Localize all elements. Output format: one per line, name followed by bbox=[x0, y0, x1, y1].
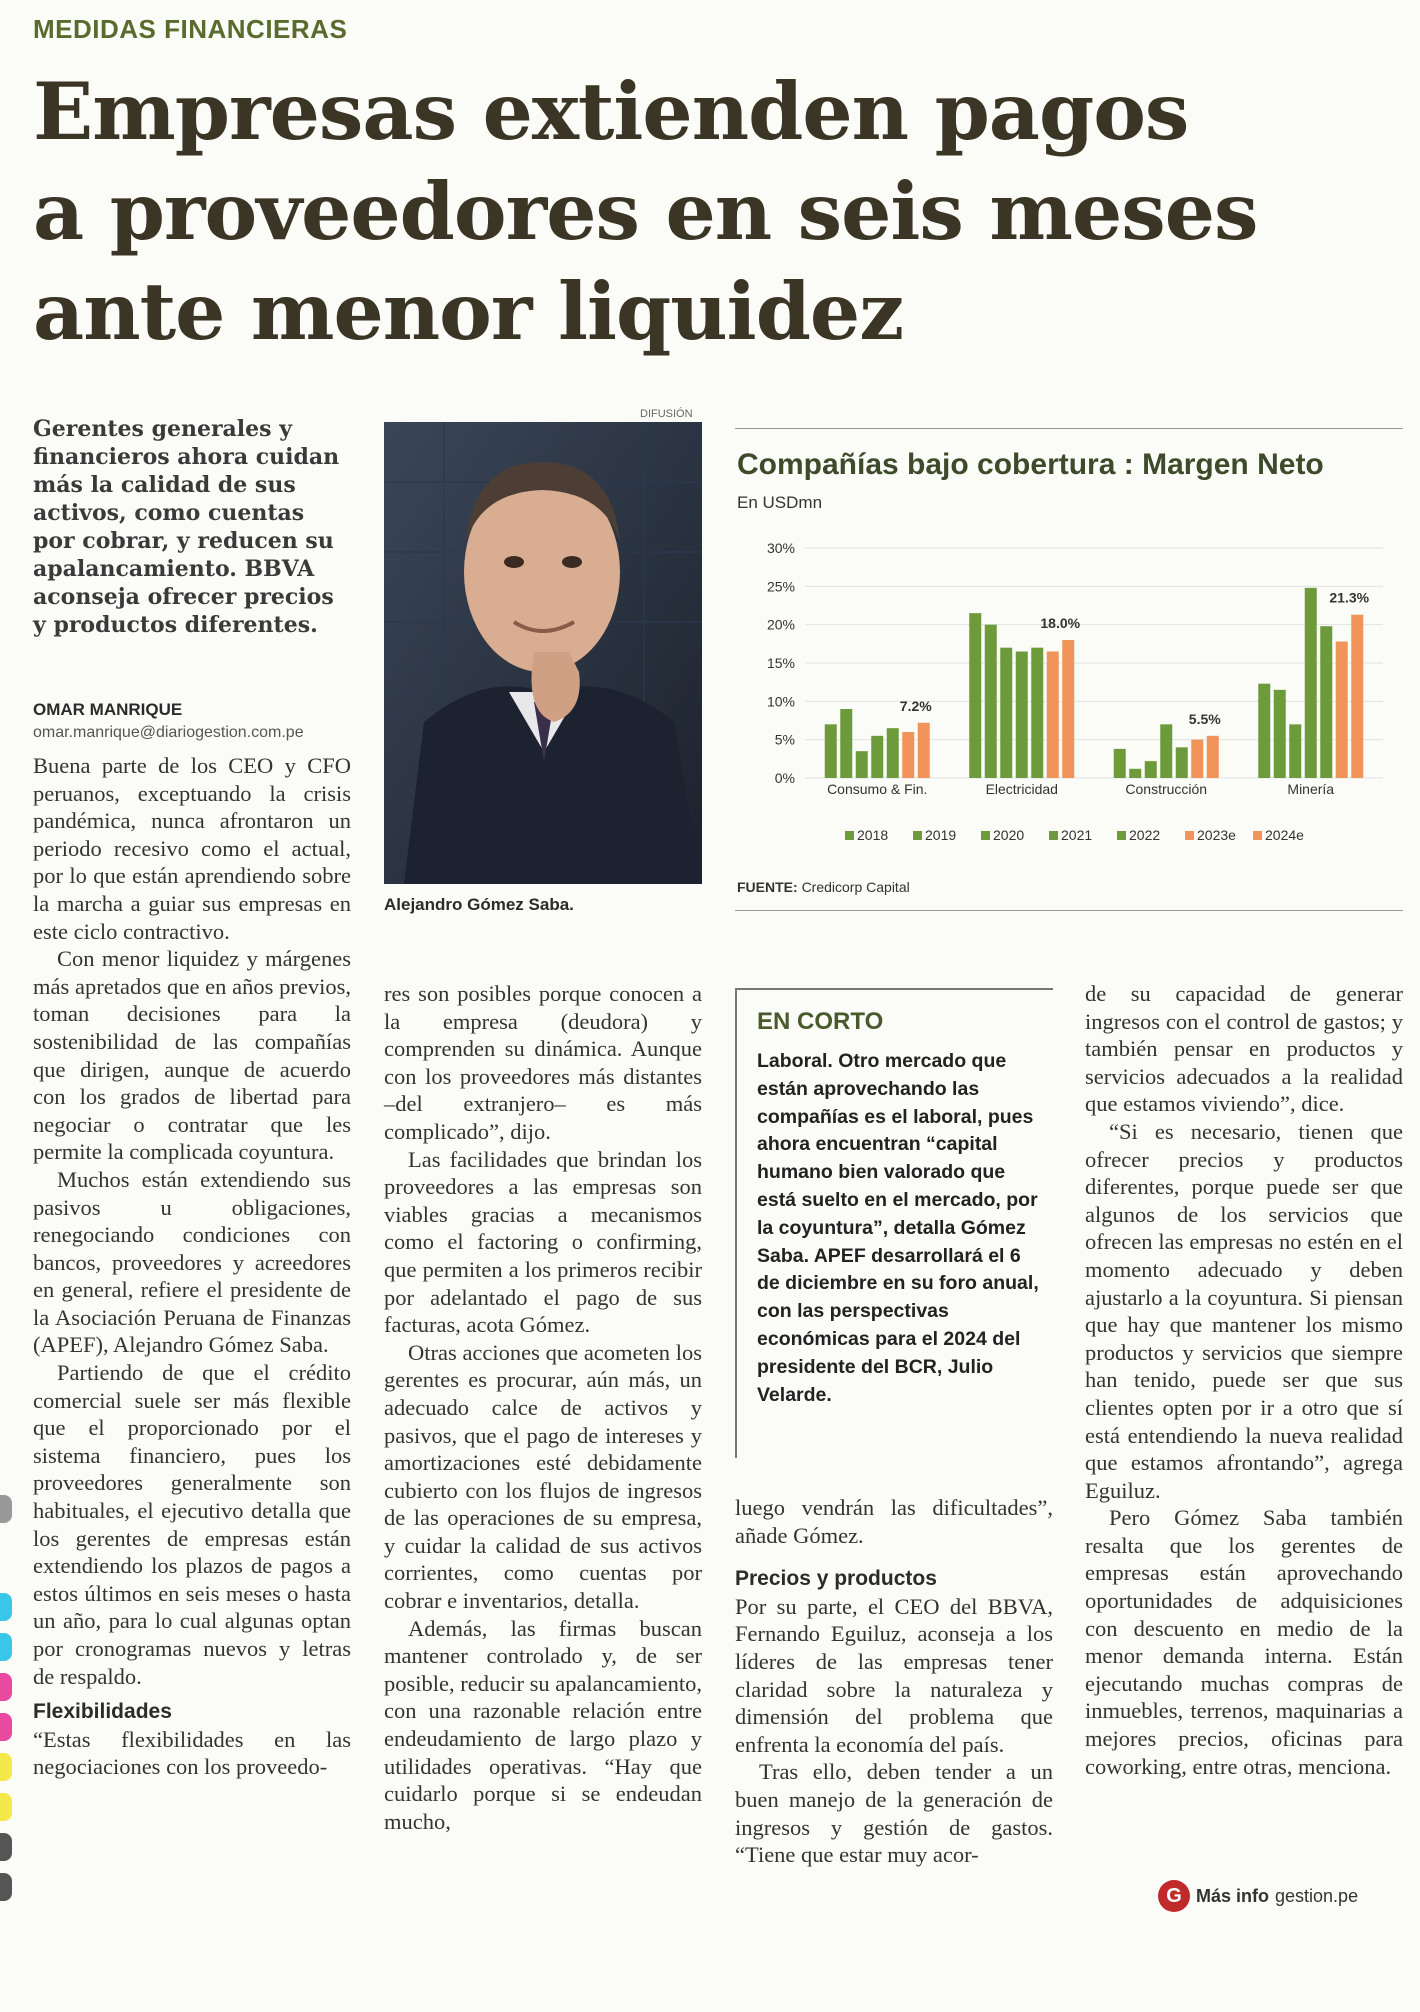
tab-marker bbox=[0, 1673, 12, 1701]
section-tag: MEDIDAS FINANCIERAS bbox=[33, 14, 348, 44]
bar-2018 bbox=[969, 613, 981, 778]
chart-subtitle: En USDmn bbox=[737, 493, 823, 512]
author-email[interactable]: omar.manrique@diariogestion.com.pe bbox=[33, 724, 304, 741]
bar-2022 bbox=[887, 728, 899, 778]
bar-2019 bbox=[840, 709, 852, 778]
color-tabs bbox=[0, 0, 14, 2012]
y-tick-label: 10% bbox=[766, 693, 795, 710]
column-1 bbox=[33, 752, 351, 1781]
more-info-label: Más info bbox=[1196, 1885, 1270, 1906]
more-info-link[interactable] bbox=[1158, 1880, 1358, 1912]
legend-swatch bbox=[1117, 831, 1126, 840]
lead-paragraph: Gerentes generales y financieros ahora cuidan más la calidad de sus activos, como cuentas por cobrar, y reducen su apalancamiento. BBVA aconseja ofrecer precios y productos diferentes. bbox=[33, 416, 340, 638]
tab-marker bbox=[0, 1753, 12, 1781]
bar-2023e bbox=[1191, 740, 1203, 778]
bar-2023e bbox=[1047, 652, 1059, 779]
bar-chart bbox=[735, 520, 1403, 860]
headline bbox=[33, 62, 1393, 362]
legend-swatch bbox=[981, 831, 990, 840]
tab-marker bbox=[0, 1833, 12, 1861]
paragraph: “Estas flexibilidades en las negociaciones con los proveedo- bbox=[33, 1726, 351, 1780]
column-4 bbox=[1085, 980, 1403, 1780]
photo-caption: Alejandro Gómez Saba. bbox=[384, 895, 574, 914]
paragraph: Otras acciones que acometen los gerentes es procurar, aún más, un adecuado calce de activos y pasivos, que el pago de intereses y amortizaciones esté debidamente cubierto con los flujos de ingresos de las operaciones de su empresa, y cuidar la calidad de sus activos corrientes, como cuentas por cobrar e inventarios, detalla. bbox=[384, 1339, 702, 1614]
paragraph: Buena parte de los CEO y CFO peruanos, exceptuando la crisis pandémica, nunca afrontaron un periodo recesivo como el actual, por lo que están aprendiendo sobre la marcha a guiar sus empresas en este ciclo contractivo. bbox=[33, 753, 351, 944]
paragraph: Tras ello, deben tender a un buen manejo de la generación de ingresos y gestión de gastos. “Tiene que estar muy acor- bbox=[735, 1759, 1053, 1868]
headline-line: a proveedores en seis meses bbox=[33, 165, 1258, 258]
legend-label: 2021 bbox=[1061, 827, 1093, 843]
en-corto-title: EN CORTO bbox=[757, 1008, 884, 1035]
bar-2022 bbox=[1031, 648, 1043, 778]
en-corto-box bbox=[735, 988, 1053, 1458]
chart-source bbox=[737, 879, 910, 895]
chart-title: Compañías bajo cobertura : Margen Neto bbox=[737, 448, 1324, 481]
bar-2024e bbox=[1207, 736, 1219, 778]
x-tick-label: Construcción bbox=[1125, 781, 1208, 797]
legend-swatch bbox=[1049, 831, 1058, 840]
tab-marker bbox=[0, 1793, 12, 1821]
data-label: 5.5% bbox=[1188, 710, 1221, 727]
headline-line: ante menor liquidez bbox=[33, 265, 904, 358]
more-info-site: gestion.pe bbox=[1275, 1885, 1359, 1906]
author-name: OMAR MANRIQUE bbox=[33, 700, 183, 719]
headline-line: Empresas extienden pagos bbox=[33, 65, 1189, 158]
source-name: Credicorp Capital bbox=[801, 879, 910, 895]
bar-2020 bbox=[856, 751, 868, 778]
chart-top-rule bbox=[735, 428, 1403, 429]
en-corto-text: Laboral. Otro mercado que están aprovechando las compañías es el laboral, pues ahora encuentran “capital humano bien valorado que está suelto en el mercado, por la coyuntura”, detalla Gómez Saba. APEF desarrollará el 6 de diciembre en su foro anual, con las perspectivas económicas para el 2024 del presidente del BCR, Julio Velarde. bbox=[757, 1050, 1039, 1406]
column-3 bbox=[735, 1494, 1053, 1869]
legend-swatch bbox=[1253, 831, 1262, 840]
bar-2023e bbox=[902, 732, 914, 778]
bar-2024e bbox=[918, 723, 930, 778]
photo-credit: DIFUSIÓN bbox=[640, 408, 693, 420]
portrait-illustration bbox=[384, 422, 702, 884]
data-label: 21.3% bbox=[1329, 589, 1370, 606]
portrait-photo bbox=[384, 422, 702, 884]
bar-2022 bbox=[1320, 626, 1332, 778]
y-tick-label: 20% bbox=[766, 616, 795, 633]
paragraph: “Si es necesario, tienen que ofrecer precios y productos diferentes, porque puede ser que algunos de los servicios que ofrecen las empresas no estén en el momento adecuado y deben ajustarlo a la coyuntura. Si piensan que hay que mantener los mismo productos y servicios que siempre han tenido, puede ser que sus clientes opten por ir a otro que sí está entendiendo la nueva realidad que estamos afrontando”, agrega Eguiluz. bbox=[1085, 1118, 1403, 1503]
bar-2022 bbox=[1176, 747, 1188, 778]
bar-2019 bbox=[1274, 690, 1286, 778]
chart-bottom-rule bbox=[735, 910, 1403, 911]
tab-marker bbox=[0, 1713, 12, 1741]
y-tick-label: 15% bbox=[766, 655, 795, 671]
data-label: 18.0% bbox=[1040, 615, 1081, 631]
paragraph: Partiendo de que el crédito comercial suele ser más flexible que el proporcionado por el sistema financiero, pues los proveedores generalmente son habituales, el ejecutivo detalla que los gerentes de empresas están extendiendo los plazos de pagos a estos últimos en seis meses o hasta un año, para lo cual algunas optan por cronogramas nuevos y letras de respaldo. bbox=[33, 1360, 351, 1689]
legend-label: 2018 bbox=[857, 827, 889, 843]
data-label: 7.2% bbox=[899, 697, 932, 714]
paragraph: Con menor liquidez y márgenes más apretados que en años previos, toman decisiones para la sostenibilidad de las compañías que dirigen, aunque de acuerdo con los grados de libertad para negociar o contratar que les permite la complicada coyuntura. bbox=[33, 946, 351, 1165]
tab-marker bbox=[0, 1633, 12, 1661]
legend-label: 2022 bbox=[1129, 827, 1161, 843]
bar-2018 bbox=[1114, 749, 1126, 778]
paragraph: de su capacidad de generar ingresos con el control de gastos; y también pensar en productos y servicios adecuados a la realidad que estamos viviendo”, dice. bbox=[1085, 981, 1403, 1117]
tab-marker bbox=[0, 1593, 12, 1621]
source-label: FUENTE: bbox=[737, 879, 798, 895]
bar-2020 bbox=[1145, 761, 1157, 778]
legend-swatch bbox=[845, 831, 854, 840]
subheading: Precios y productos bbox=[735, 1567, 937, 1591]
y-tick-label: 25% bbox=[766, 578, 795, 595]
legend-label: 2023e bbox=[1197, 827, 1236, 843]
bar-2021 bbox=[1016, 652, 1028, 779]
paragraph: luego vendrán las dificultades”, añade Gómez. bbox=[735, 1495, 1053, 1548]
bar-2021 bbox=[871, 736, 883, 778]
bar-2020 bbox=[1289, 724, 1301, 778]
x-tick-label: Consumo & Fin. bbox=[827, 781, 928, 797]
y-tick-label: 30% bbox=[766, 540, 795, 556]
legend-swatch bbox=[913, 831, 922, 840]
subheading: Flexibilidades bbox=[33, 1700, 172, 1724]
legend-label: 2019 bbox=[925, 827, 957, 843]
y-tick-label: 0% bbox=[774, 770, 795, 786]
bar-2021 bbox=[1160, 724, 1172, 778]
bar-2021 bbox=[1305, 588, 1317, 778]
tab-marker bbox=[0, 1495, 12, 1523]
paragraph: Pero Gómez Saba también resalta que los gerentes de empresas están aprovechando oportunidades de adquisiciones con descuento en medio de la menor demanda interna. Están ejecutando muchas compras de inmuebles, terrenos, maquinarias a mejores precios, oficinas para coworking, entre otras, menciona. bbox=[1085, 1505, 1403, 1779]
x-tick-label: Electricidad bbox=[985, 781, 1058, 797]
paragraph: Las facilidades que brindan los proveedores a las empresas son viables gracias a mecanismos como el factoring o confirming, que permiten a los primeros recibir por adelantado el pago de sus facturas, acota Gómez. bbox=[384, 1146, 702, 1338]
legend-swatch bbox=[1185, 831, 1194, 840]
paragraph: Muchos están extendiendo sus pasivos u obligaciones, renegociando condiciones con bancos, proveedores y acreedores en general, refiere el presidente de la Asociación Peruana de Finanzas (APEF), Alejandro Gómez Saba. bbox=[33, 1166, 351, 1358]
bar-2024e bbox=[1062, 640, 1074, 778]
gestion-logo-icon: G bbox=[1158, 1880, 1190, 1912]
legend-label: 2024e bbox=[1265, 827, 1304, 843]
bar-2020 bbox=[1000, 648, 1012, 778]
bar-2018 bbox=[1258, 684, 1270, 778]
bar-2018 bbox=[825, 724, 837, 778]
x-tick-label: Minería bbox=[1287, 781, 1335, 797]
paragraph: res son posibles porque conocen a la empresa (deudora) y comprenden su dinámica. Aunque con los proveedores más distantes –del extranjero– es más complicado”, dijo. bbox=[384, 981, 702, 1144]
paragraph: Además, las firmas buscan mantener controlado y, de ser posible, reducir su apalancamiento, con una razonable relación entre endeudamiento de largo plazo y utilidades operativas. “Hay que cuidarlo porque si se endeudan mucho, bbox=[384, 1615, 703, 1834]
paragraph: Por su parte, el CEO del BBVA, Fernando Eguiluz, aconseja a los líderes de las empresas tener claridad sobre la naturaleza y dimensión del problema que enfrenta la economía del país. bbox=[735, 1593, 1053, 1757]
tab-marker bbox=[0, 1873, 12, 1901]
bar-2023e bbox=[1336, 642, 1348, 778]
y-tick-label: 5% bbox=[774, 731, 795, 748]
column-2 bbox=[384, 980, 702, 1835]
legend-label: 2020 bbox=[993, 827, 1025, 843]
bar-2019 bbox=[985, 625, 997, 778]
bar-2024e bbox=[1351, 615, 1363, 778]
bar-2019 bbox=[1129, 769, 1141, 778]
